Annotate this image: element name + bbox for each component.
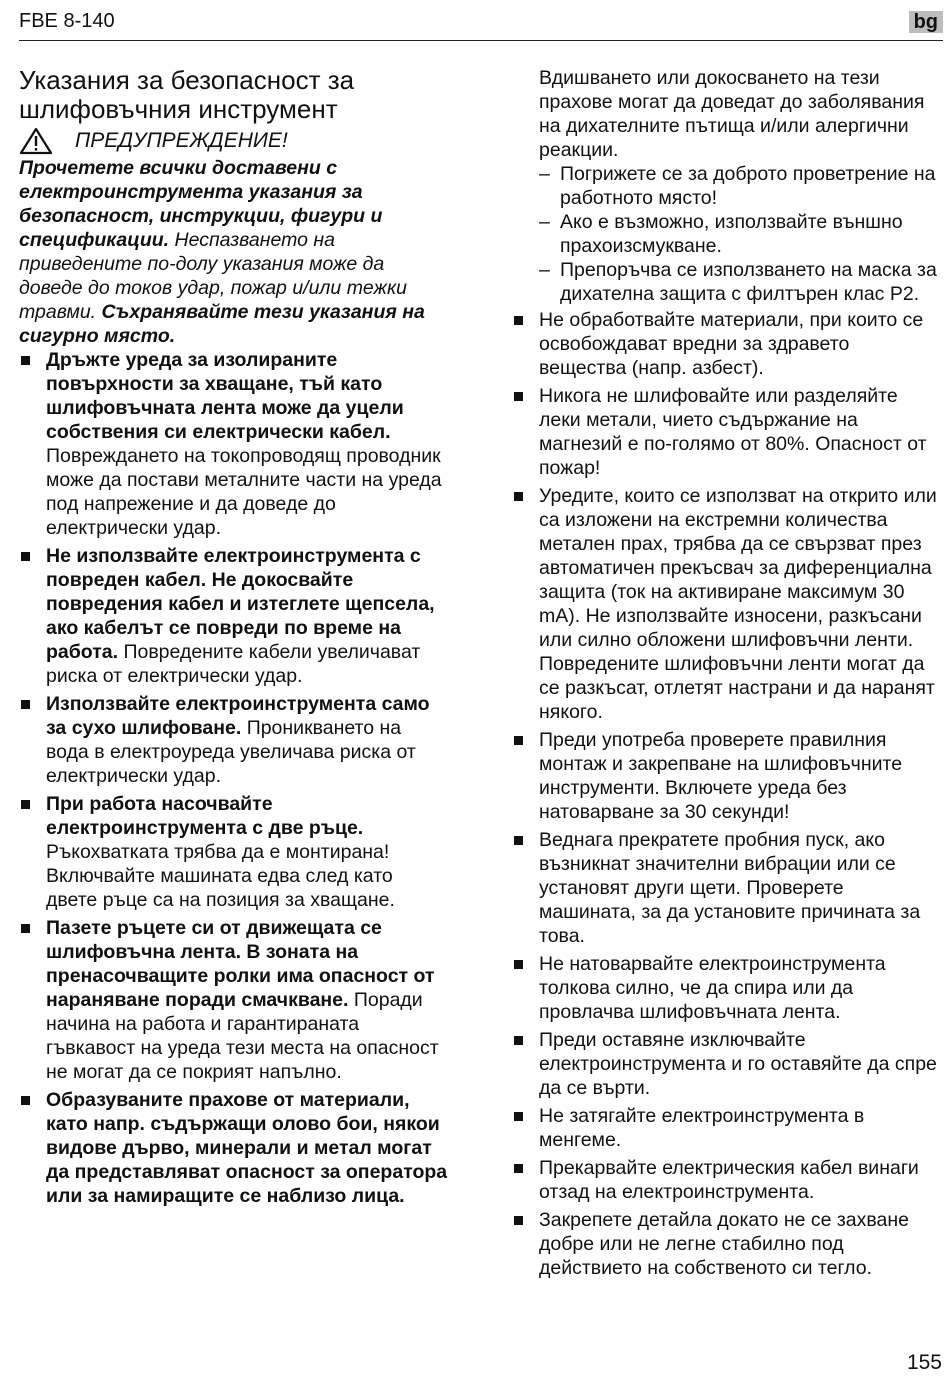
warning-label: ПРЕДУПРЕЖДЕНИЕ! bbox=[75, 129, 288, 152]
item-text: Ръкохватката трябва да е монтирана! Включвайте машината едва след като двете ръце са на позиция за хващане. bbox=[46, 841, 395, 911]
dust-measures-list bbox=[512, 162, 942, 306]
dash-item: – Погрижете се за доброто проветрение на работното място! bbox=[539, 162, 942, 210]
right-column bbox=[512, 66, 942, 1284]
list-item bbox=[19, 916, 449, 1084]
list-item: Преди оставяне изключвайте електроинструмента и го оставяйте да спре да се върти. bbox=[512, 1028, 942, 1100]
item-text: Проникването на вода в електроуреда увеличава риска от електрически удар. bbox=[46, 717, 416, 787]
item-text: Поради начина на работа и гарантираната гъвкавост на уреда тези места на опасност не могат да се покрият напълно. bbox=[46, 989, 439, 1083]
list-item: Прекарвайте електрическия кабел винаги отзад на електроинструмента. bbox=[512, 1156, 942, 1204]
intro-bold-end: Съхранявайте тези указания на сигурно място. bbox=[19, 301, 425, 347]
item-bold: Използвайте електроинструмента само за сухо шлифоване. bbox=[46, 693, 430, 739]
list-item bbox=[19, 792, 449, 912]
page-header bbox=[19, 8, 943, 41]
dust-continuation: Вдишването или докосването на тези прахове могат да доведат до заболявания на дихателните пътища и/или алергични реакции. bbox=[539, 67, 925, 161]
item-bold: Дръжте уреда за изолираните повърхности за хващане, тъй като шлифовъчната лента може да уцели собствения си електрически кабел. bbox=[46, 349, 404, 443]
left-column bbox=[19, 66, 449, 1212]
list-item: Никога не шлифовайте или разделяйте леки метали, чието съдържание на магнезий е по-голямо от 80%. Опасност от пожар! bbox=[512, 384, 942, 480]
list-item bbox=[19, 1088, 449, 1208]
list-item: Не натоварвайте електроинструмента толкова силно, че да спира или да провлачва шлифовъчната лента. bbox=[512, 952, 942, 1024]
list-item: Не обработвайте материали, при които се освобождават вредни за здравето вещества (напр. азбест). bbox=[512, 308, 942, 380]
page-number: 155 bbox=[906, 1351, 942, 1374]
list-item bbox=[19, 692, 449, 788]
intro-bold: Прочетете всички доставени с електроинструмента указания за безопасност, инструкции, фигури и спецификации. bbox=[19, 157, 383, 251]
left-safety-list bbox=[19, 348, 449, 1208]
list-item bbox=[19, 544, 449, 688]
item-text: Повреждането на токопроводящ проводник може да постави металните части на уреда под напрежение и да доведе до електрически удар. bbox=[46, 445, 442, 539]
intro-normal: Неспазването на приведените по-долу указания може да доведе до токов удар, пожар и/или тежки травми. bbox=[19, 229, 408, 323]
list-item bbox=[19, 348, 449, 540]
section-title: Указания за безопасност за шлифовъчния инструмент bbox=[19, 65, 355, 124]
model-name: FBE 8-140 bbox=[19, 10, 115, 32]
language-badge: bg bbox=[909, 11, 943, 33]
item-bold: При работа насочвайте електроинструмента с две ръце. bbox=[46, 793, 364, 839]
item-text: Повредените кабели увеличават риска от електрически удар. bbox=[46, 641, 421, 687]
list-item: Уредите, които се използват на открито или са изложени на екстремни количества метален прах, трябва да се свързват през автоматичен прекъсвач за диференциална защита (ток на активиране максимум 30 mA). Не използвайте износени, разкъсани или силно обложени шлифовъчни ленти. Повредените шлифовъчни ленти могат да се разкъсат, отлетят настрани и да наранят някого. bbox=[512, 484, 942, 724]
right-safety-list bbox=[512, 308, 942, 1280]
dash-item: – Препоръчва се използването на маска за дихателна защита с филтърен клас P2. bbox=[539, 258, 942, 306]
intro-paragraph bbox=[19, 156, 449, 348]
item-bold: Пазете ръцете си от движещата се шлифовъчна лента. В зоната на пренасочващите ролки има опасност от нараняване поради смачкване. bbox=[46, 917, 435, 1011]
list-item: Закрепете детайла докато не се захване добре или не легне стабилно под действието на собственото си тегло. bbox=[512, 1208, 942, 1280]
dash-item: – Ако е възможно, използвайте външно прахоизсмукване. bbox=[539, 210, 942, 258]
list-item: Не затягайте електроинструмента в менгеме. bbox=[512, 1104, 942, 1152]
warning-triangle-icon bbox=[19, 127, 53, 155]
list-item: Веднага прекратете пробния пуск, ако възникнат значителни вибрации или се установят други щети. Проверете машината, за да установите причината за това. bbox=[512, 828, 942, 948]
warning-heading bbox=[19, 127, 449, 155]
item-bold: Не използвайте електроинструмента с повреден кабел. Не докосвайте повредения кабел и изтеглете щепсела, ако кабелът се повреди по време на работа. bbox=[46, 545, 435, 663]
list-item: Преди употреба проверете правилния монтаж и закрепване на шлифовъчните инструменти. Включете уреда без натоварване за 30 секунди! bbox=[512, 728, 942, 824]
item-bold: Образуваните прахове от материали, като напр. съдържащи олово бои, някои видове дърво, минерали и метал могат да представляват опасност за оператора или за намиращите се наблизо лица. bbox=[46, 1089, 448, 1207]
